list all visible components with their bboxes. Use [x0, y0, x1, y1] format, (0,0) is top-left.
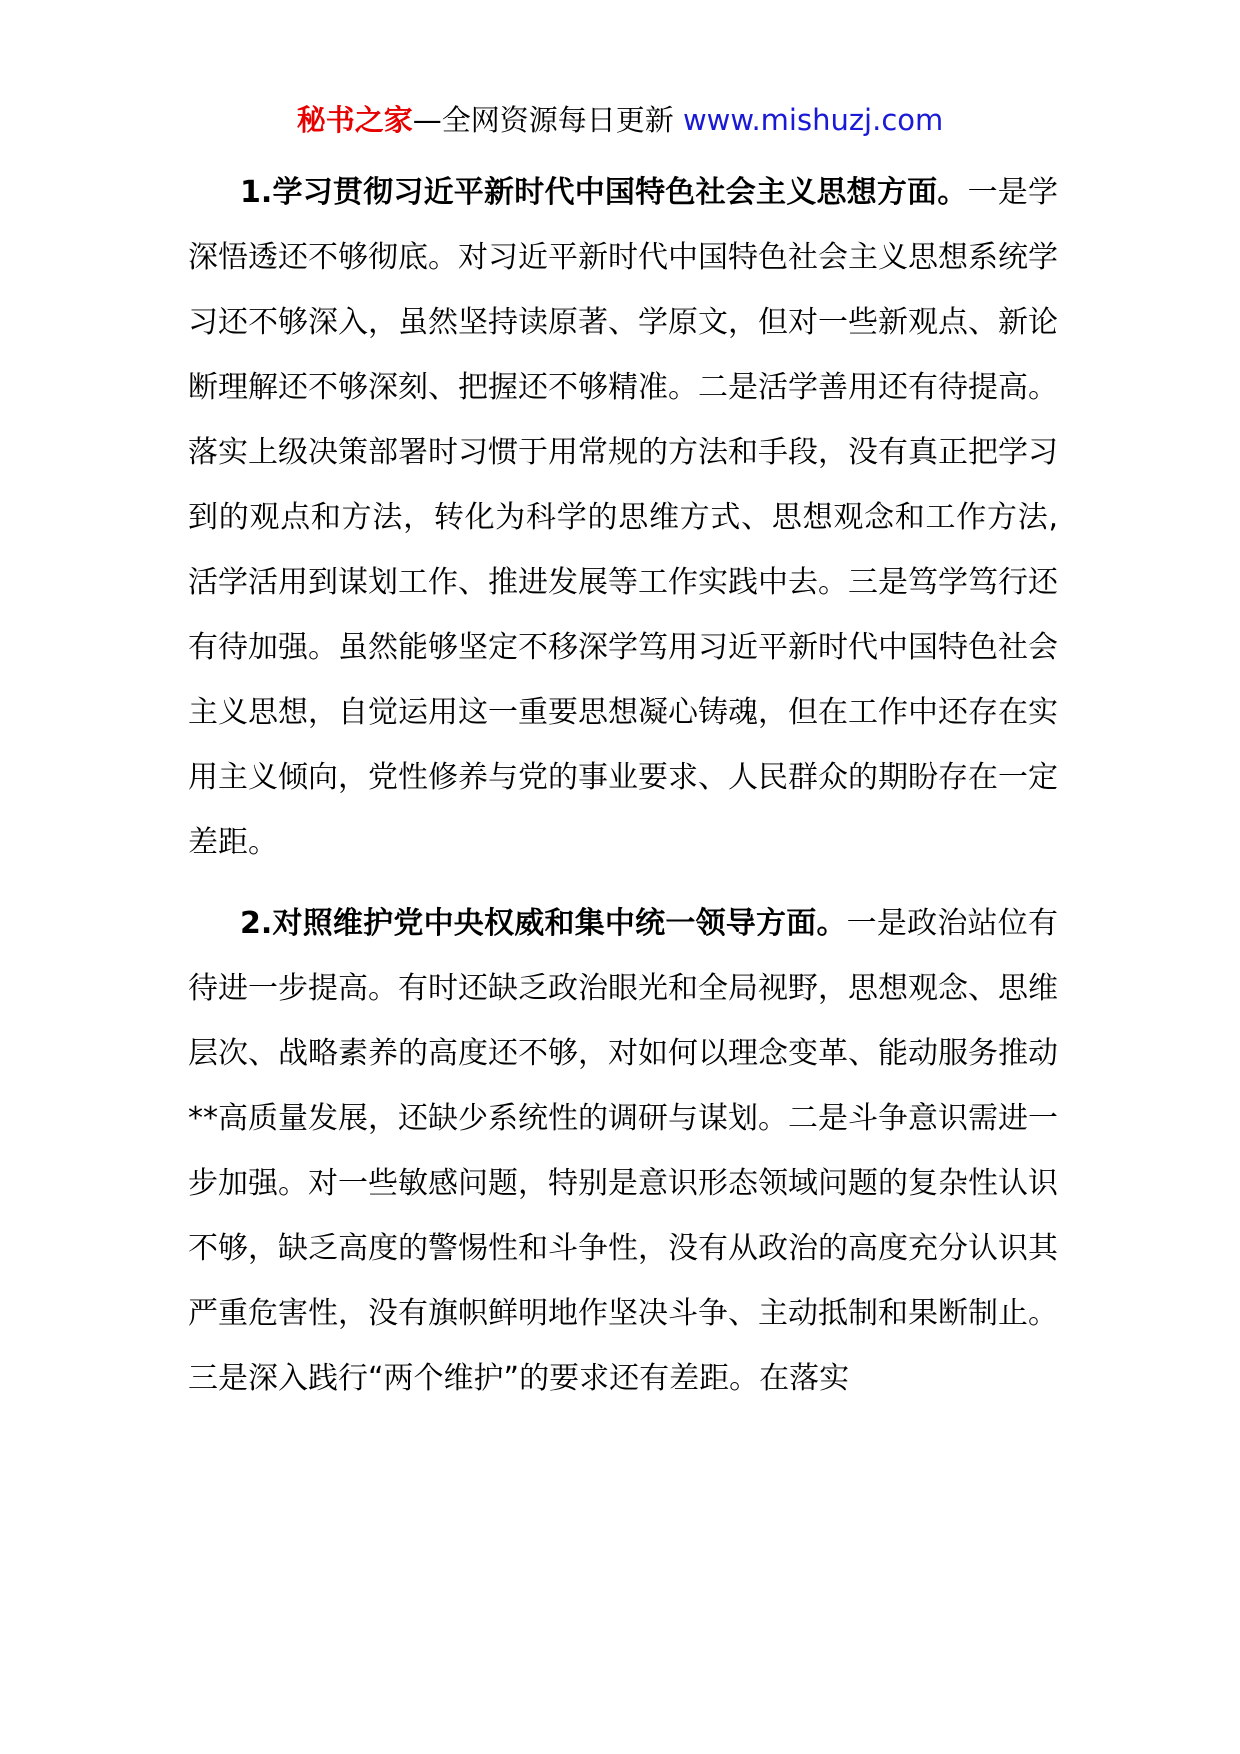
watermark-header [0, 100, 1240, 140]
section-heading: 2.对照维护党中央权威和集中统一领导方面。 [240, 906, 847, 941]
section-heading: 1.学习贯彻习近平新时代中国特色社会主义思想方面。 [240, 175, 968, 210]
section-paragraph [188, 160, 1058, 875]
document-body [188, 160, 1058, 1411]
section-paragraph [188, 891, 1058, 1411]
section-body: 一是政治站位有待进一步提高。有时还缺乏政治眼光和全局视野，思想观念、思维层次、战略素养的高度还不够，对如何以理念变革、能动服务推动**高质量发展，还缺少系统性的调研与谋划。二是斗争意识需进一步加强。对一些敏感问题，特别是意识形态领域问题的复杂性认识不够，缺乏高度的警惕性和斗争性，没有从政治的高度充分认识其严重危害性，没有旗帜鲜明地作坚决斗争、主动抵制和果断制止。三是深入践行“两个维护”的要求还有差距。在落实 [188, 906, 1058, 1396]
brand-name: 秘书之家 [296, 103, 413, 137]
site-url-link[interactable]: www.mishuzj.com [682, 103, 944, 137]
header-tagline: —全网资源每日更新 [412, 103, 674, 137]
section-body: 一是学深悟透还不够彻底。对习近平新时代中国特色社会主义思想系统学习还不够深入，虽然坚持读原著、学原文，但对一些新观点、新论断理解还不够深刻、把握还不够精准。二是活学善用还有待提高。落实上级决策部署时习惯于用常规的方法和手段，没有真正把学习到的观点和方法，转化为科学的思维方式、思想观念和工作方法,活学活用到谋划工作、推进发展等工作实践中去。三是笃学笃行还有待加强。虽然能够坚定不移深学笃用习近平新时代中国特色社会主义思想，自觉运用这一重要思想凝心铸魂，但在工作中还存在实用主义倾向，党性修养与党的事业要求、人民群众的期盼存在一定差距。 [188, 175, 1059, 860]
